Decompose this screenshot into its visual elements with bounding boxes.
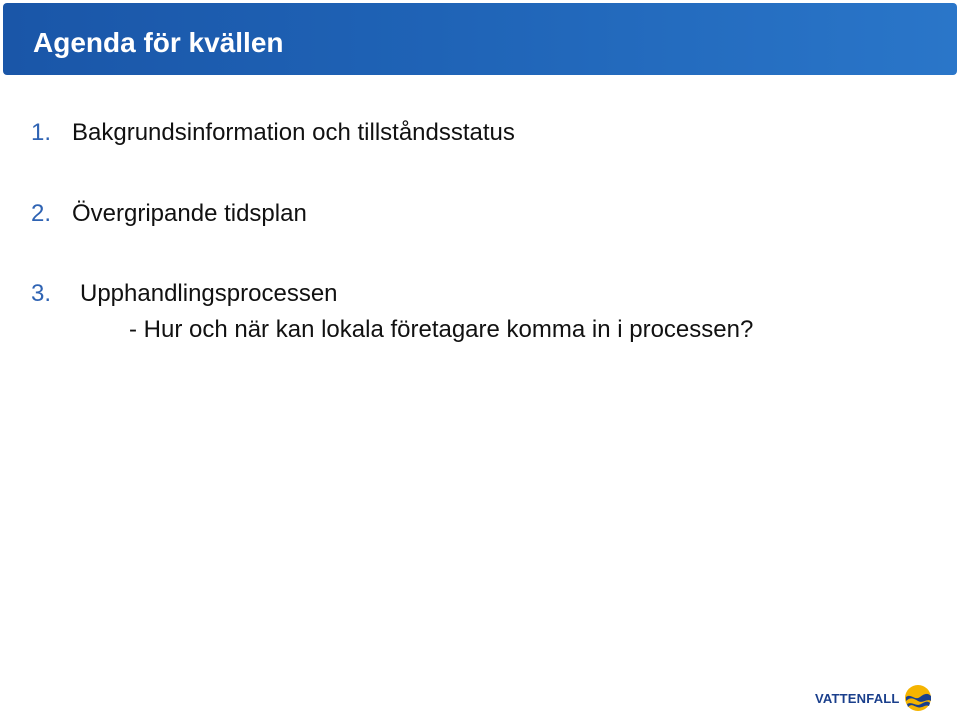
agenda-item-label: Upphandlingsprocessen (80, 280, 338, 307)
agenda-item-number: 2. (31, 200, 52, 227)
vattenfall-sun-wave-icon (903, 683, 933, 713)
vattenfall-logo (815, 683, 933, 713)
title-bar (3, 3, 957, 75)
agenda-item-number: 1. (31, 119, 52, 146)
agenda-subitem: - Hur och när kan lokala företagare komma in i processen? (129, 316, 754, 343)
logo-wordmark: VATTENFALL (815, 690, 900, 706)
agenda-item-label: Bakgrundsinformation och tillståndsstatus (72, 119, 515, 146)
agenda-item-label: Övergripande tidsplan (72, 200, 307, 227)
agenda-item-1 (31, 119, 515, 147)
slide-title: Agenda för kvällen (33, 27, 284, 58)
agenda-item-number: 3. (31, 280, 52, 307)
agenda-item-2 (31, 200, 307, 228)
agenda-item-3 (31, 280, 338, 308)
